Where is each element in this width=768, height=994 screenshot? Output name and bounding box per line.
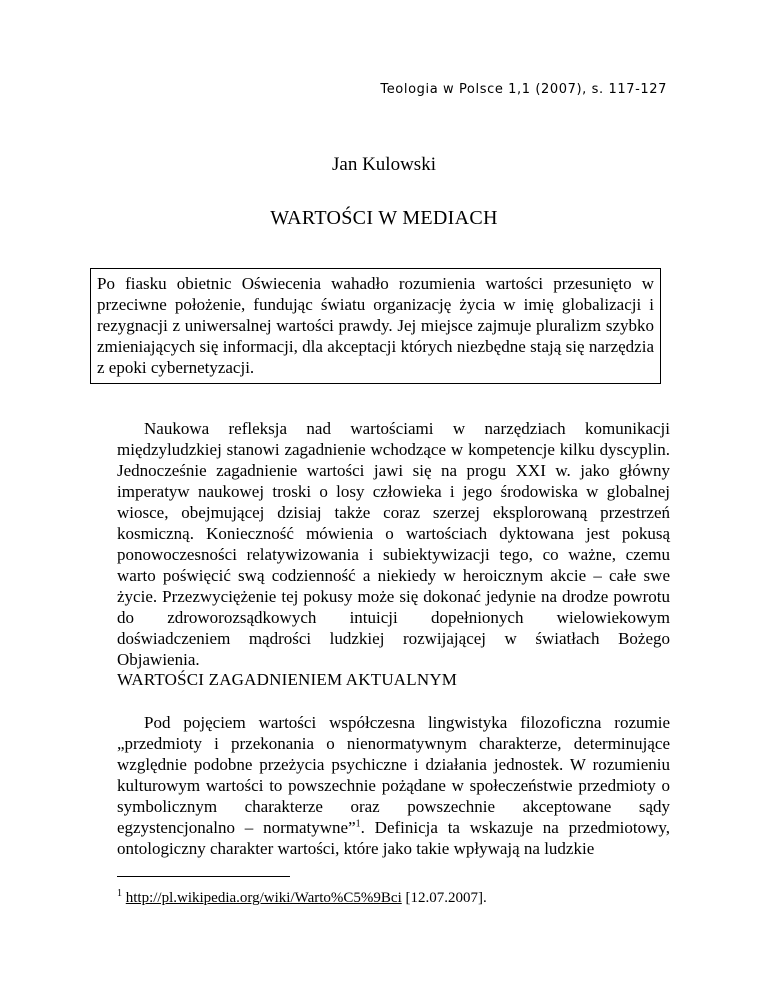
article-title: WARTOŚCI W MEDIACH <box>270 207 498 229</box>
section-heading: WARTOŚCI ZAGADNIENIEM AKTUALNYM <box>117 670 458 689</box>
abstract-box: Po fiasku obietnic Oświecenia wahadło rozumienia wartości przesunięto w przeciwne położenie, fundując światu organizację życia w imię globalizacji i rezygnacji z uniwersalnej wartości prawdy. Jej miejsce zajmuje pluralizm szybko zmieniających się informacji, dla akceptacji których niezbędne stają się narzędzia z epoki cybernetyzacji. <box>90 268 661 384</box>
footnote-reference[interactable]: 1 <box>355 818 361 830</box>
footnote-number: 1 <box>117 888 122 899</box>
author-name: Jan Kulowski <box>332 154 436 175</box>
paragraph-2-text-start: Pod pojęciem wartości współczesna lingwistyka filozoficzna rozumie „przedmioty i przekonania o nienormatywnym charakterze, determinujące względnie podobne przeżycia psychiczne i działania jednostek. W rozumieniu kulturowym wartości to powszechnie pożądane w społeczeństwie przedmioty o symbolicznym charakterze oraz powszechnie akceptowane sądy egzystencjonalno – normatywne” <box>117 713 670 837</box>
body-paragraph-2 <box>117 712 670 859</box>
paragraph-2-text-end: . Definicja ta wskazuje na przedmiotowy, ontologiczny charakter wartości, które jako takie wpływają na ludzkie <box>117 818 670 858</box>
footnote-date: [12.07.2007]. <box>401 890 487 906</box>
footnote-divider <box>117 876 290 877</box>
footnote <box>117 889 670 907</box>
body-paragraph-1: Naukowa refleksja nad wartościami w narzędziach komunikacji międzyludzkiej stanowi zagadnienie wchodzące w kompetencje kilku dyscyplin. Jednocześnie zagadnienie wartości jawi się na progu XXI w. jako główny imperatyw naukowej troski o losy człowieka i jego środowiska w globalnej wiosce, obejmującej dzisiaj także coraz szerzej eksplorowaną przestrzeń kosmiczną. Konieczność mówienia o wartościach dyktowana jest pokusą ponowoczesności relatywizowania i subiektywizacji tego, co ważne, czemu warto poświęcić swą codzienność a niekiedy w heroicznym akcie – całe swe życie. Przezwyciężenie tej pokusy może się dokonać jedynie na drodze powrotu do zdroworozsądkowych intuicji dopełnionych wielowiekowym doświadczeniem mądrości ludzkiej rozwijającej w światłach Bożego Objawienia. <box>117 419 670 669</box>
footnote-link[interactable]: http://pl.wikipedia.org/wiki/Warto%C5%9Bci <box>125 890 402 906</box>
journal-reference: Teologia w Polsce 1,1 (2007), s. 117-127 <box>380 82 667 97</box>
